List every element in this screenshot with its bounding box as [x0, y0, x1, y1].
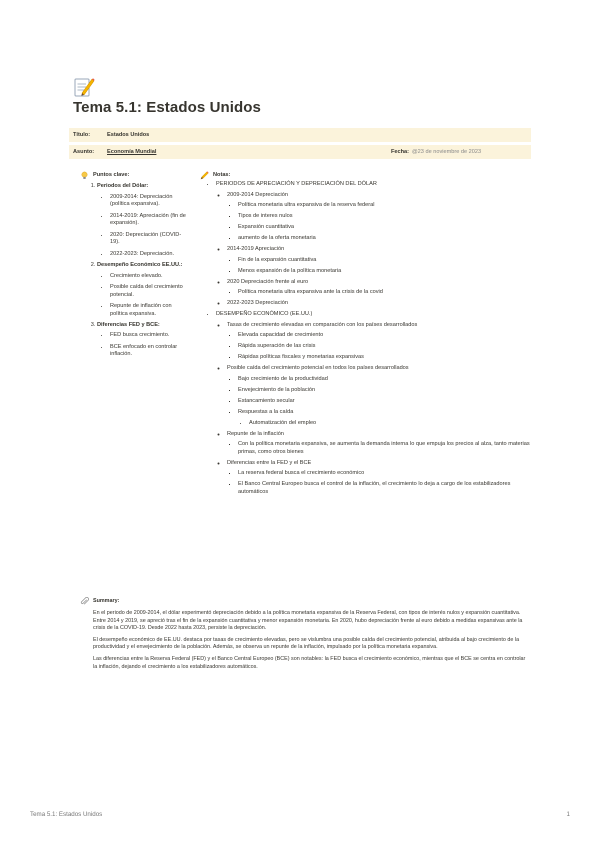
- list-item: • Crecimiento elevado.: [110, 273, 190, 281]
- list-item: • Posible caída del crecimiento potencial.: [110, 284, 190, 299]
- footer-title: Tema 5.1: Estados Unidos: [30, 811, 103, 818]
- notas-tree: [200, 181, 540, 496]
- list-item: [227, 322, 540, 362]
- list-item: [227, 365, 540, 427]
- list-item: • 2022-2023: Depreciación.: [110, 251, 190, 259]
- list-item: ▪ Política monetaria ultra expansiva ante la crisis de la covid: [238, 289, 540, 297]
- list-item: ▪ Bajo crecimiento de la productividad: [238, 376, 540, 384]
- list-item-text: Diferencias entre la FED y el BCE: [227, 459, 312, 466]
- list-item: [227, 460, 540, 497]
- section-heading: Desempeño Económico EE.UU.:: [97, 261, 183, 268]
- puntos-clave-list: [80, 183, 190, 359]
- list-item: ▪ Menos expansión de la política monetaria: [238, 268, 540, 276]
- list-item: [227, 431, 540, 457]
- list-item: [216, 181, 540, 308]
- list-item-text: Repunte de la inflación: [227, 430, 284, 437]
- properties-table: [69, 128, 531, 162]
- list-item: ▪ La reserva federal busca el crecimiento económico: [238, 470, 540, 478]
- summary-paragraph: En el periodo de 2009-2014, el dólar experimentó depreciación debido a la política monetaria expansiva de la Reserva Federal, con tipos de interés nulos y expansión cuantitativa. Entre 2014 y 2019, se apreció tras el fin de la expansión cuantitativa y menor expansión monetaria. En 2020, hubo depreciación frente al euro debido a medidas expansivas ante la crisis de la COVID-19. Desde 2022 hasta 2023, persiste la depreciación.: [93, 610, 523, 632]
- list-item: ▪ Política monetaria ultra expansiva de la reserva federal: [238, 202, 540, 210]
- section-heading: Diferencias FED y BCE:: [97, 321, 160, 328]
- asunto-label: Asunto:: [73, 149, 95, 155]
- list-item: • BCE enfocado en controlar inflación.: [110, 344, 190, 359]
- notas-column: [200, 172, 540, 500]
- list-item-text: 2014-2019 Apreciación: [227, 246, 285, 253]
- page-footer: [30, 811, 570, 818]
- list-item: • FED busca crecimiento.: [110, 332, 190, 340]
- asunto-value-link[interactable]: Economía Mundial: [107, 149, 157, 155]
- summary-paragraph: Las diferencias entre la Reserva Federal (FED) y el Banco Central Europeo (BCE) son notables: la FED busca el crecimiento económico, mientras que el BCE se centra en controlar la inflación, dejando el crecimiento a los estabilizadores automáticos.: [93, 655, 526, 670]
- list-item: ▪ Envejecimiento de la población: [238, 387, 540, 395]
- list-item: [238, 409, 540, 427]
- list-item: ▪ Elevada capacidad de crecimiento: [238, 332, 540, 340]
- puntos-clave-label: Puntos clave:: [93, 172, 130, 178]
- list-item: ▪ Fin de la expansión cuantitativa: [238, 257, 540, 265]
- page-number: 1: [566, 811, 570, 818]
- list-item: [97, 262, 190, 318]
- list-item: [216, 311, 540, 496]
- fecha-label: Fecha:: [391, 149, 410, 155]
- list-item: [97, 183, 190, 258]
- list-item-text: 2020 Depreciación frente al euro: [227, 278, 309, 285]
- paperclip-icon: [80, 597, 89, 606]
- summary-paragraph: El desempeño económico de EE.UU. destaca por tasas de crecimiento elevadas, pero se vislumbra una posible caída del crecimiento potencial, atribuida al bajo crecimiento de la productividad y el envejecimiento de la población. Además, se observa un repunte de la inflación, impulsado por la política monetaria expansiva.: [93, 636, 520, 651]
- fecha-value: @23 de noviembre de 2023: [412, 149, 482, 155]
- list-item: ▪ Rápida superación de las crisis: [238, 343, 540, 351]
- puntos-clave-column: [80, 172, 190, 363]
- list-item: ▪ Tipos de interes nulos: [238, 213, 540, 221]
- list-item: ▪ Rápidas políticas fiscales y monetarias expansivas: [238, 354, 540, 362]
- summary-section: [80, 597, 530, 675]
- list-item: ▪ Expansión cuantitativa: [238, 224, 540, 232]
- titulo-value: Estados Unidos: [107, 132, 150, 138]
- notas-label: Notas:: [213, 172, 231, 178]
- page-title: Tema 5.1: Estados Unidos: [73, 99, 262, 116]
- list-item-text: 2009-2014 Depreciación: [227, 191, 288, 198]
- list-item: ▪ aumento de la oferta monetaria: [238, 235, 540, 243]
- lightbulb-icon: [80, 171, 89, 180]
- memo-pencil-icon: [73, 76, 95, 98]
- list-item: • Repunte de inflación con política expansiva.: [110, 303, 190, 318]
- list-item: ▪ Con la política monetaria expansiva, se aumenta la demanda interna lo que empuja los precios al alza, tanto materias primas, como otros bienes: [238, 441, 540, 456]
- list-item: • 2020: Depreciación (COVID-19).: [110, 232, 190, 247]
- list-item-text: Respuestas a la caída: [238, 408, 294, 415]
- property-row-titulo: [69, 128, 531, 142]
- list-item: [227, 192, 540, 243]
- list-item-text: Posible caída del crecimiento potencial en todos los países desarrollados: [227, 365, 409, 372]
- property-row-asunto: [69, 145, 531, 159]
- list-item: [227, 279, 540, 297]
- list-item: ▪ Estancamiento secular: [238, 398, 540, 406]
- list-item: • 2014-2019: Apreciación (fin de expansión).: [110, 213, 190, 228]
- titulo-label: Título:: [73, 132, 91, 138]
- list-item: • 2009-2014: Depreciación (política expansiva).: [110, 194, 190, 209]
- list-item-text: PERIODOS DE APRECIACIÓN Y DEPRECIACIÓN DEL DÓLAR: [216, 181, 377, 187]
- list-item: ▪ El Banco Central Europeo busca el control de la inflación, el crecimiento lo deja a cargo de los estabilizadores automáticos: [238, 481, 540, 496]
- list-item: • Automatización del empleo: [249, 420, 540, 428]
- list-item: [227, 246, 540, 275]
- list-item-text: Tasas de crecimiento elevadas en comparación con los países desarrollados: [227, 321, 418, 328]
- summary-label: Summary:: [93, 597, 120, 604]
- list-item-text: DESEMPEÑO ECONÓMICO (EE.UU.): [216, 311, 313, 318]
- list-item: [97, 322, 190, 359]
- list-item: ◦ 2022-2023 Depreciación: [227, 300, 540, 308]
- pencil-icon: [200, 171, 209, 180]
- section-heading: Periodos del Dólar:: [97, 183, 149, 189]
